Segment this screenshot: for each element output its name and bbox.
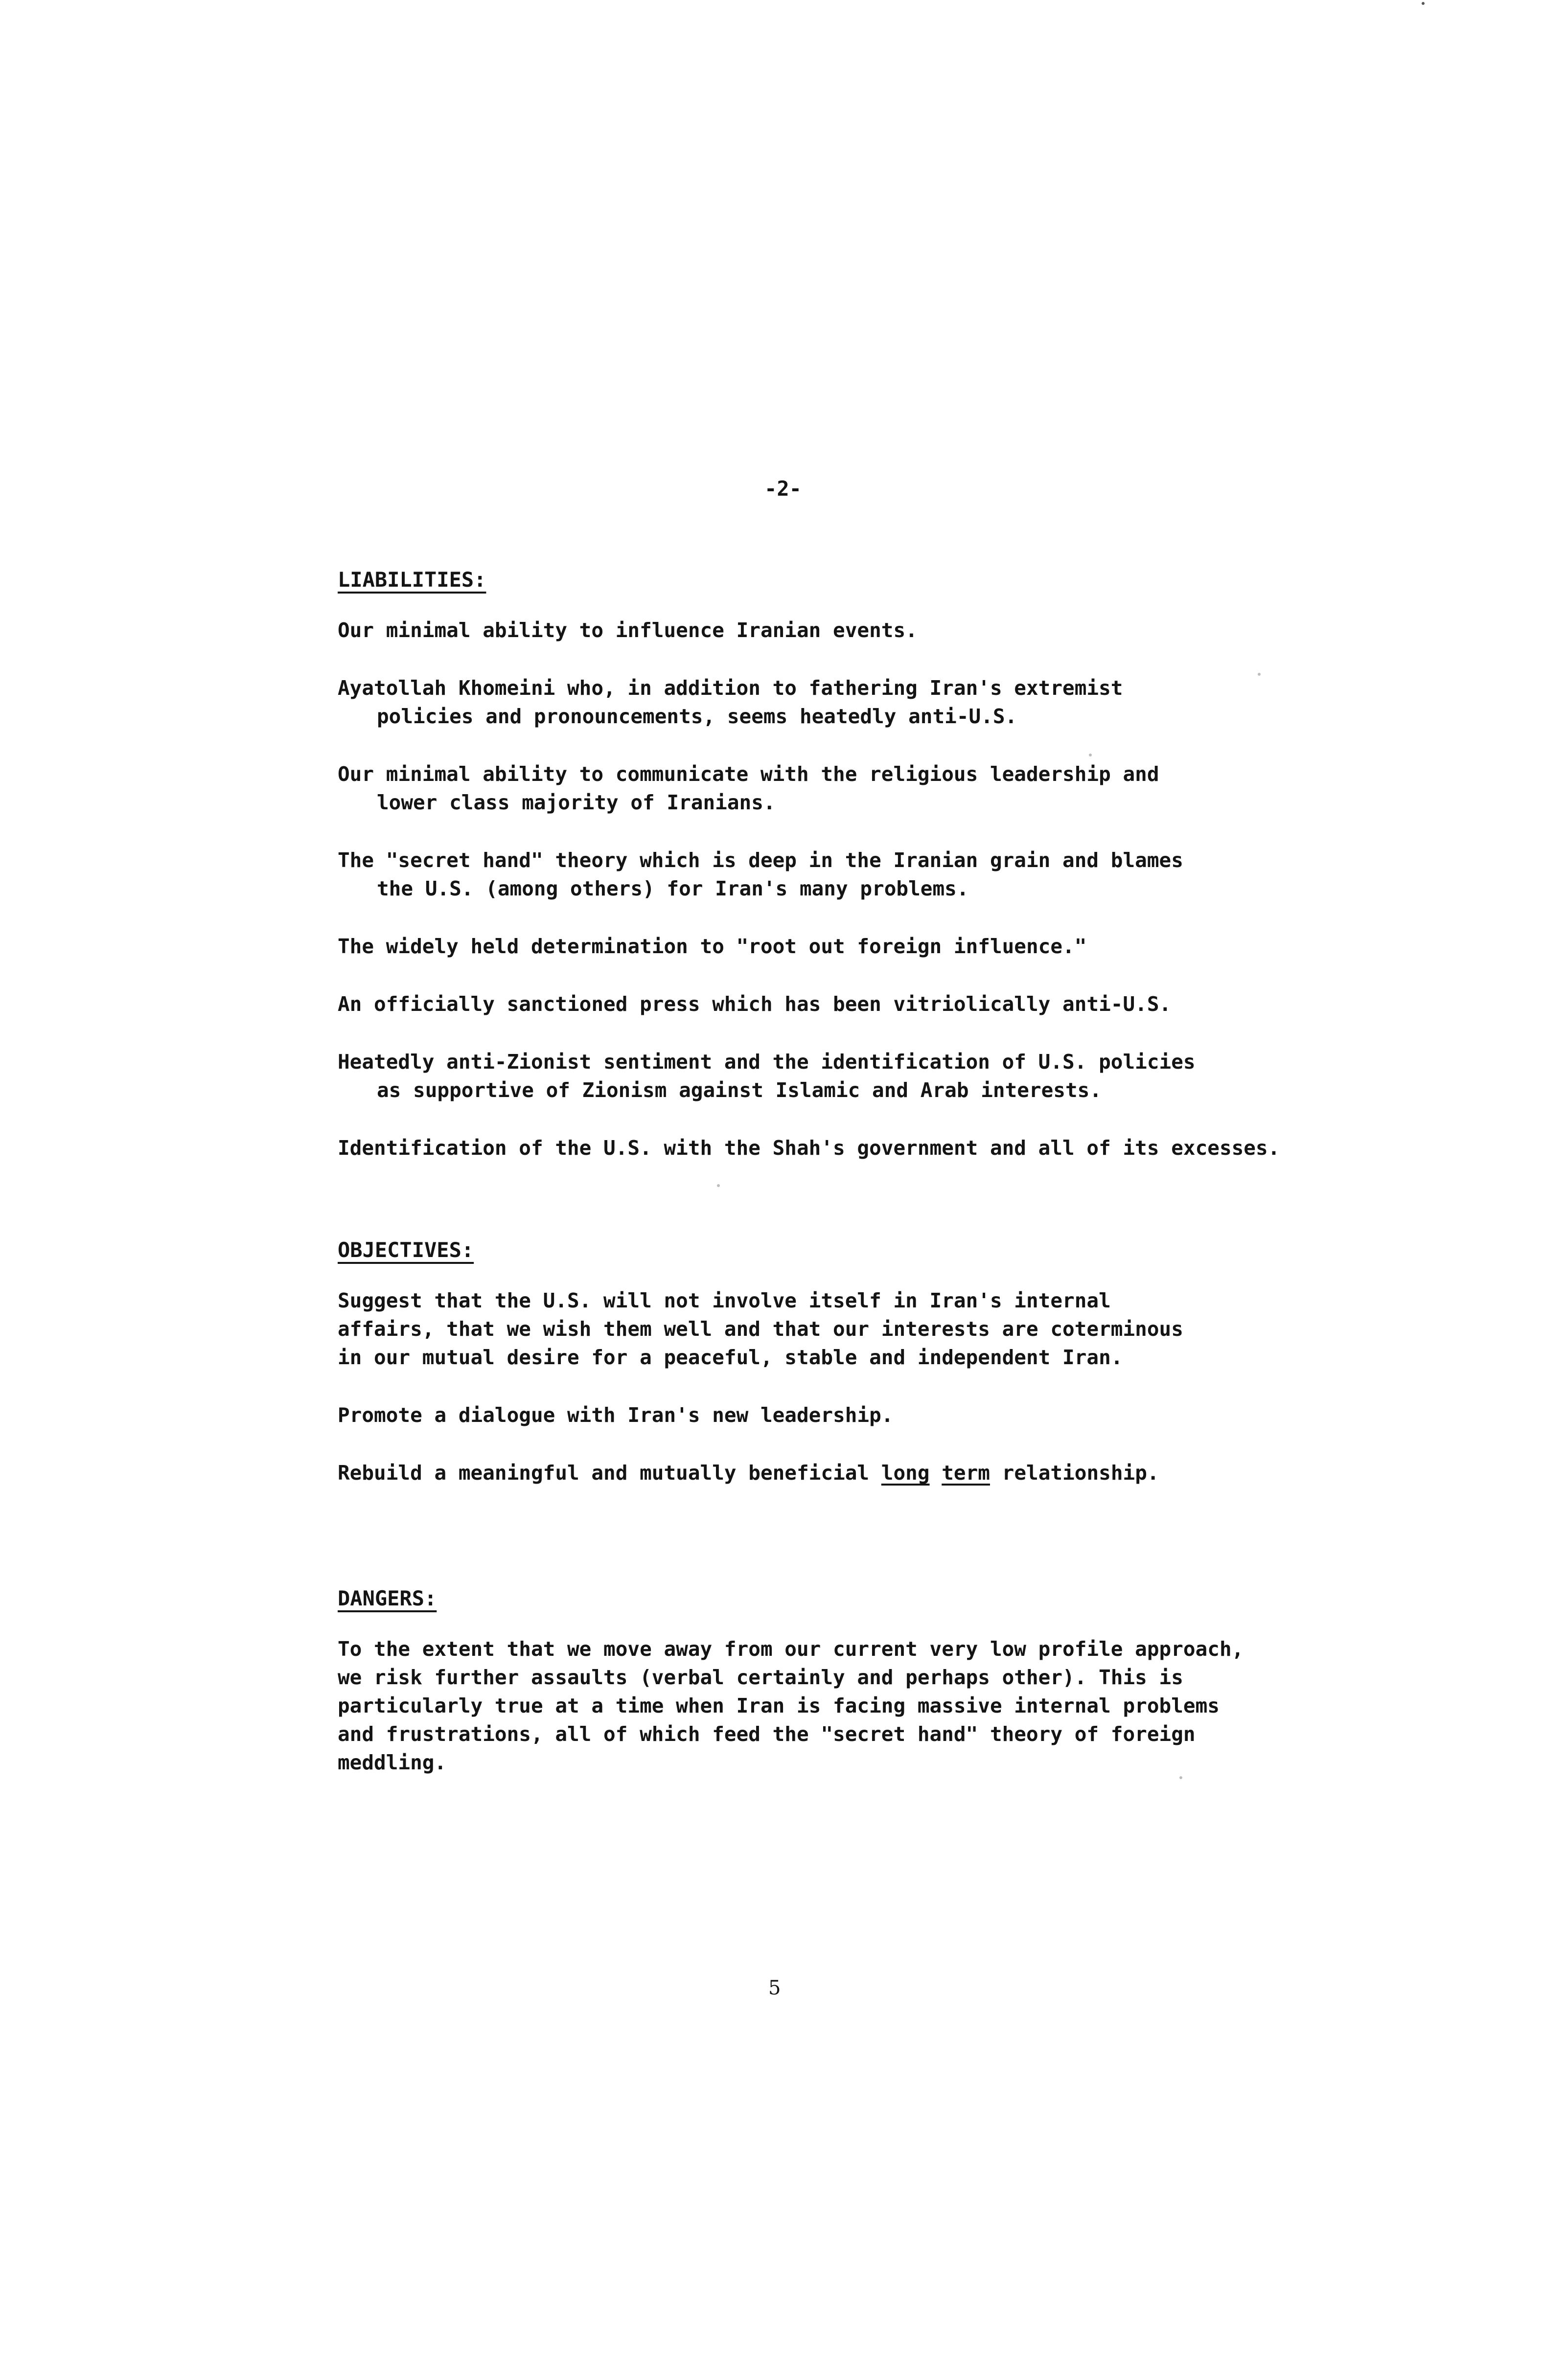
liability-item: An officially sanctioned press which has been vitriolically anti-U.S. xyxy=(338,992,1172,1016)
liability-item: The widely held determination to "root out foreign influence." xyxy=(338,935,1087,958)
objectives-heading: OBJECTIVES: xyxy=(338,1238,474,1262)
liability-item: Identification of the U.S. with the Shah's government and all of its excesses. xyxy=(338,1136,1280,1160)
page-number: -2- xyxy=(764,477,802,501)
dangers-section xyxy=(338,1586,1248,1806)
objective-item xyxy=(338,1459,1248,1487)
objective-text-space xyxy=(930,1461,942,1485)
underlined-long: long xyxy=(881,1461,930,1485)
scan-speck xyxy=(1422,2,1425,5)
scan-speck xyxy=(1258,673,1261,676)
liability-item: Our minimal ability to influence Iranian events. xyxy=(338,618,918,642)
objective-text-after: relationship. xyxy=(990,1461,1159,1485)
objective-text-before: Rebuild a meaningful and mutually beneficial xyxy=(338,1461,881,1485)
dangers-text: To the extent that we move away from our current very low profile approach, we risk further assaults (verbal certainly and perhaps other). This is particularly true at a time when Iran is facing massive internal problems and frustrations, all of which feed the "secret hand" theory of foreign meddling. xyxy=(338,1637,1244,1774)
objective-item: Promote a dialogue with Iran's new leadership. xyxy=(338,1403,894,1427)
dangers-heading: DANGERS: xyxy=(338,1586,437,1610)
liability-item: The "secret hand" theory which is deep in the Iranian grain and blames the U.S. (among others) for Iran's many problems. xyxy=(338,848,1183,900)
underlined-term: term xyxy=(942,1461,990,1485)
scan-speck xyxy=(1179,1776,1182,1779)
liability-item: Heatedly anti-Zionist sentiment and the identification of U.S. policies as supportive of Zionism against Islamic and Arab interests. xyxy=(338,1050,1196,1102)
objectives-section xyxy=(338,1238,1248,1516)
liability-item: Our minimal ability to communicate with the religious leadership and lower class majority of Iranians. xyxy=(338,762,1159,814)
liabilities-heading: LIABILITIES: xyxy=(338,568,486,592)
objective-item: Suggest that the U.S. will not involve itself in Iran's internal affairs, that we wish them well and that our interests are coterminous in our mutual desire for a peaceful, stable and independent Iran. xyxy=(338,1289,1183,1369)
footer-page-mark: 5 xyxy=(768,1977,781,1999)
liability-item: Ayatollah Khomeini who, in addition to fathering Iran's extremist policies and pronouncements, seems heatedly anti-U.S. xyxy=(338,676,1123,728)
scan-speck xyxy=(1089,754,1092,756)
liabilities-section xyxy=(338,568,1280,1191)
scan-speck xyxy=(717,1184,720,1187)
